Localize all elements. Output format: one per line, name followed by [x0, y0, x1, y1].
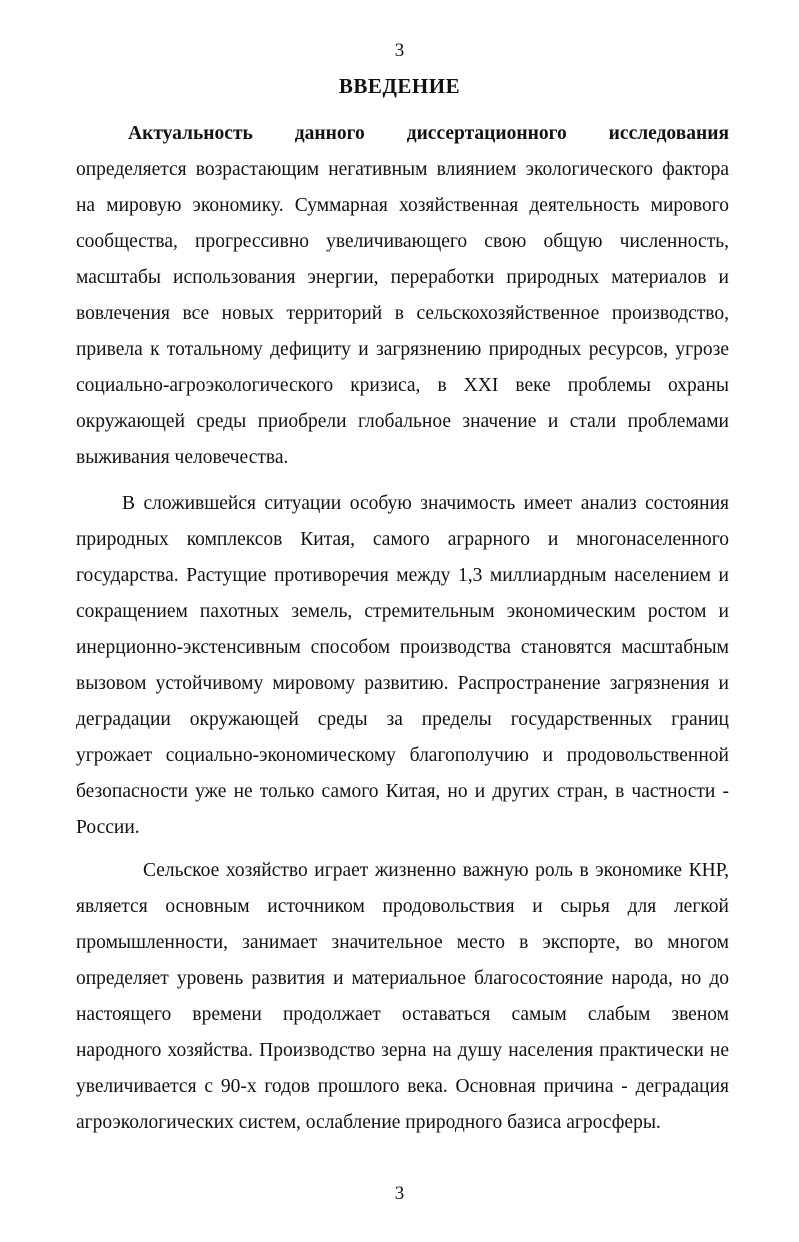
text-line: привела к тотальному дефициту и загрязнению природных ресурсов, угрозе: [76, 339, 729, 360]
text-line: вызовом устойчивому мировому развитию. Распространение загрязнения и: [76, 673, 729, 694]
text-line: агроэкологических систем, ослабление природного базиса агросферы.: [76, 1112, 661, 1133]
text-line: настоящего времени продолжает оставаться самым слабым звеном: [76, 1004, 729, 1025]
text-line: народного хозяйства. Производство зерна на душу населения практически не: [76, 1040, 729, 1061]
text-line: окружающей среды приобрели глобальное значение и стали проблемами: [76, 411, 729, 432]
text-line: Актуальность данного диссертационного исследования: [128, 123, 729, 144]
page-number-top: 3: [394, 40, 405, 61]
text-line: увеличивается с 90-х годов прошлого века. Основная причина - деградация: [76, 1076, 729, 1097]
text-line: Сельское хозяйство играет жизненно важную роль в экономике КНР,: [143, 860, 729, 881]
text-line: России.: [76, 817, 140, 838]
text-line: безопасности уже не только самого Китая, но и других стран, в частности -: [76, 781, 729, 802]
text-line: определяется возрастающим негативным влиянием экологического фактора: [76, 159, 729, 180]
text-line: сокращением пахотных земель, стремительным экономическим ростом и: [76, 601, 729, 622]
text-line: определяет уровень развития и материальное благосостояние народа, но до: [76, 968, 729, 989]
text-line: на мировую экономику. Суммарная хозяйственная деятельность мирового: [76, 195, 729, 216]
text-line: В сложившейся ситуации особую значимость имеет анализ состояния: [122, 493, 729, 514]
text-line: государства. Растущие противоречия между 1,3 миллиардным населением и: [76, 565, 729, 586]
text-line: инерционно-экстенсивным способом производства становятся масштабным: [76, 637, 729, 658]
text-line: угрожает социально-экономическому благополучию и продовольственной: [76, 745, 729, 766]
page-number-bottom: 3: [394, 1183, 405, 1204]
text-line: деградации окружающей среды за пределы государственных границ: [76, 709, 729, 730]
text-line: природных комплексов Китая, самого аграрного и многонаселенного: [76, 529, 729, 550]
text-line: масштабы использования энергии, переработки природных материалов и: [76, 267, 729, 288]
text-line: промышленности, занимает значительное место в экспорте, во многом: [76, 932, 729, 953]
text-line: является основным источником продовольствия и сырья для легкой: [76, 896, 729, 917]
text-line: выживания человечества.: [76, 447, 289, 468]
section-title: ВВЕДЕНИЕ: [338, 74, 461, 98]
text-line: социально-агроэкологического кризиса, в XXI веке проблемы охраны: [76, 375, 729, 396]
text-line: сообщества, прогрессивно увеличивающего свою общую численность,: [76, 231, 729, 252]
text-line: вовлечения все новых территорий в сельскохозяйственное производство,: [76, 303, 729, 324]
